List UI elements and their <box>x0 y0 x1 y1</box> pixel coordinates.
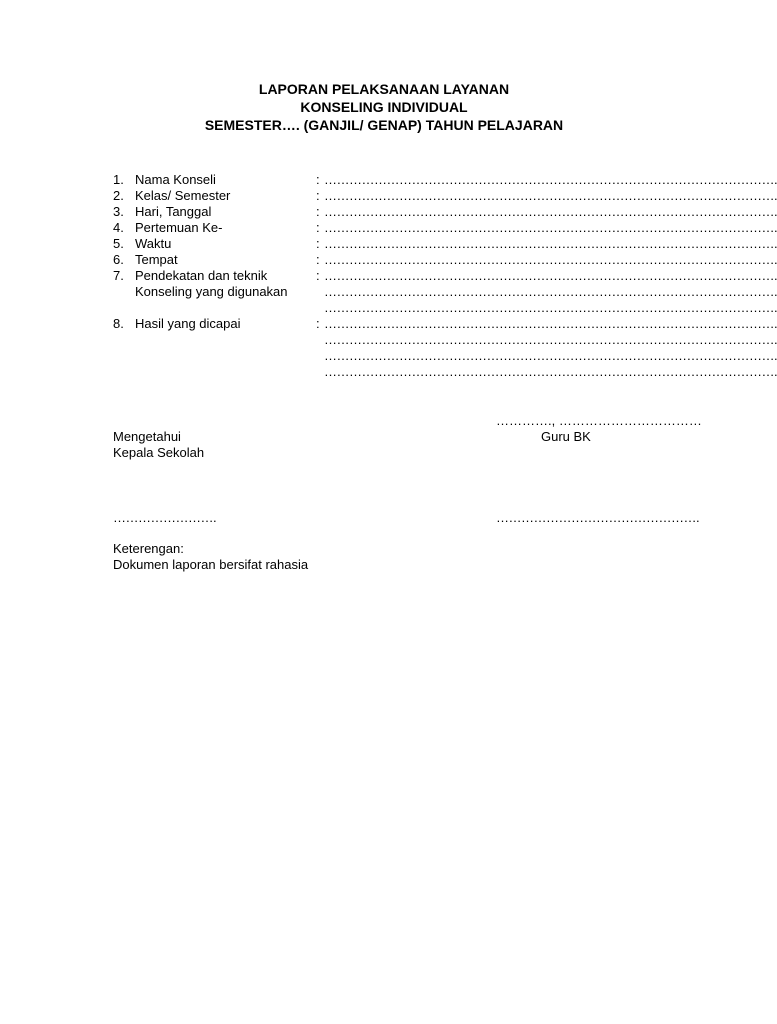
form-row-nama-konseli <box>113 172 777 188</box>
item-colon: : <box>316 252 320 267</box>
note-heading: Keterengan: <box>113 541 184 556</box>
fill-line[interactable]: ………………………………………………………………………………………………. <box>324 204 777 219</box>
title-line-1: LAPORAN PELAKSANAAN LAYANAN <box>258 81 510 97</box>
fill-line[interactable]: ………………………………………………………………………………………………. <box>324 252 777 267</box>
kepala-sekolah-signature-line[interactable]: ……………………. <box>113 510 217 525</box>
title-line-2: KONSELING INDIVIDUAL <box>300 99 468 115</box>
item-number: 1. <box>113 172 124 187</box>
item-label: Nama Konseli <box>135 172 216 187</box>
note-text: Dokumen laporan bersifat rahasia <box>113 557 309 572</box>
item-label: Waktu <box>135 236 172 251</box>
item-colon: : <box>316 268 320 283</box>
fill-line[interactable]: ………………………………………………………………………………………………. <box>324 172 777 187</box>
item-colon: : <box>316 316 320 331</box>
form-row-kelas-semester <box>113 188 777 204</box>
form-row-hasil-extra-3 <box>113 364 777 380</box>
item-label-continued: Konseling yang digunakan <box>135 284 288 299</box>
item-number: 2. <box>113 188 124 203</box>
item-label: Pendekatan dan teknik <box>135 268 268 283</box>
item-colon: : <box>316 236 320 251</box>
fill-line[interactable]: ………………………………………………………………………………………………. <box>324 300 777 315</box>
item-label: Tempat <box>135 252 178 267</box>
item-label: Hasil yang dicapai <box>135 316 241 331</box>
form-row-hasil <box>113 316 777 332</box>
item-number: 3. <box>113 204 124 219</box>
item-label: Hari, Tanggal <box>135 204 212 219</box>
item-colon: : <box>316 220 320 235</box>
item-label: Kelas/ Semester <box>135 188 231 203</box>
report-form <box>113 172 777 380</box>
form-row-waktu <box>113 236 777 252</box>
place-date-line[interactable]: …………., …………………………… <box>496 413 702 428</box>
fill-line[interactable]: ………………………………………………………………………………………………. <box>324 268 777 283</box>
fill-line[interactable]: ………………………………………………………………………………………………. <box>324 364 777 379</box>
fill-line[interactable]: ………………………………………………………………………………………………. <box>324 284 777 299</box>
form-row-hari-tanggal <box>113 204 777 220</box>
form-row-pendekatan <box>113 268 777 284</box>
item-number: 8. <box>113 316 124 331</box>
item-number: 7. <box>113 268 124 283</box>
form-row-pertemuan-ke <box>113 220 777 236</box>
item-number: 4. <box>113 220 124 235</box>
item-number: 5. <box>113 236 124 251</box>
item-colon: : <box>316 204 320 219</box>
fill-line[interactable]: ………………………………………………………………………………………………. <box>324 236 777 251</box>
form-row-hasil-extra-2 <box>113 348 777 364</box>
kepala-sekolah-label: Kepala Sekolah <box>113 445 205 460</box>
guru-bk-label: Guru BK <box>541 429 591 444</box>
form-row-hasil-extra-1 <box>113 332 777 348</box>
fill-line[interactable]: ………………………………………………………………………………………………. <box>324 220 777 235</box>
form-row-pendekatan-cont <box>113 284 777 300</box>
form-row-tempat <box>113 252 777 268</box>
form-row-pendekatan-extra <box>113 300 777 316</box>
title-line-3: SEMESTER…. (GANJIL/ GENAP) TAHUN PELAJARAN <box>204 117 564 133</box>
item-colon: : <box>316 172 320 187</box>
note-section <box>113 541 308 573</box>
mengetahui-label: Mengetahui <box>113 429 181 444</box>
item-label: Pertemuan Ke- <box>135 220 223 235</box>
item-number: 6. <box>113 252 124 267</box>
item-colon: : <box>316 188 320 203</box>
left-signatory-title <box>113 429 204 461</box>
guru-bk-signature-line[interactable]: …………………………………………. <box>496 510 700 525</box>
fill-line[interactable]: ………………………………………………………………………………………………. <box>324 348 777 363</box>
fill-line[interactable]: ………………………………………………………………………………………………. <box>324 188 777 203</box>
fill-line[interactable]: ………………………………………………………………………………………………. <box>324 316 777 331</box>
fill-line[interactable]: ………………………………………………………………………………………………. <box>324 332 777 347</box>
document-title <box>0 80 768 134</box>
